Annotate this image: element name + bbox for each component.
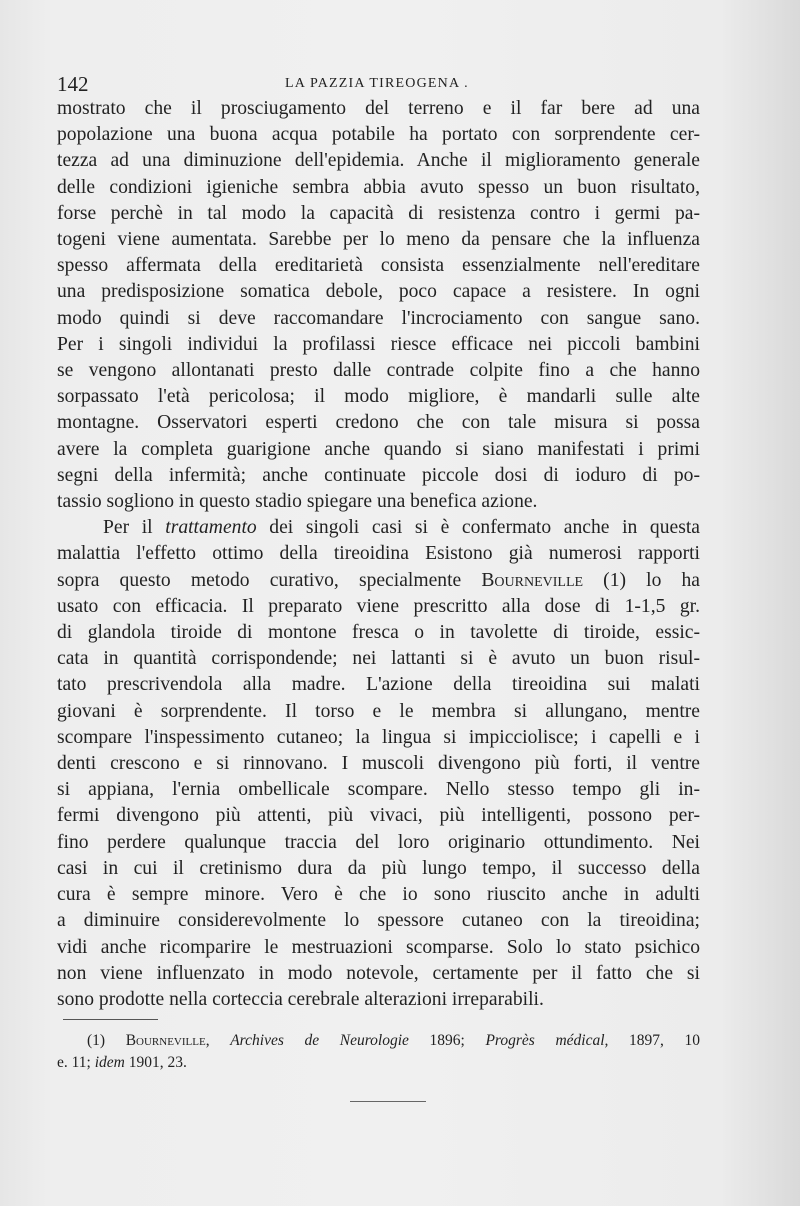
text-line: fermi divengono più attenti, più vivaci, più intelligenti, possono per-	[57, 805, 700, 827]
text-segment: 1897, 10	[608, 1032, 701, 1049]
text-line: cura è sempre minore. Vero è che io sono riuscito anche in adulti	[57, 884, 700, 906]
text-line: delle condizioni igieniche sembra abbia avuto spesso un buon risultato,	[57, 176, 700, 198]
page-header	[57, 72, 700, 96]
text-segment: ,	[205, 1032, 231, 1049]
paragraph-2	[57, 515, 700, 1013]
text-line: tato prescrivendola alla madre. L'azione della tireoidina sui malati	[57, 674, 700, 696]
text-line: vidi anche ricomparire le mestruazioni scomparse. Solo lo stato psichico	[57, 936, 700, 958]
text-line: modo quindi si deve raccomandare l'incrociamento con sangue sano.	[57, 307, 700, 329]
footnote-journal: Archives de Neurologie	[230, 1032, 409, 1049]
text-line: montagne. Osservatori esperti credono che con tale misura si possa	[57, 412, 700, 434]
text-segment: dei singoli casi si è confermato anche in questa	[256, 517, 700, 539]
text-line: malattia l'effetto ottimo della tireoidina Esistono già numerosi rapporti	[57, 543, 700, 565]
text-line: scompare l'inspessimento cutaneo; la lingua si impicciolisce; i capelli e i	[57, 726, 700, 748]
text-line: casi in cui il cretinismo dura da più lungo tempo, il successo della	[57, 857, 700, 879]
text-segment: Per il	[103, 517, 166, 539]
footnote-author: Bourneville	[125, 1032, 206, 1049]
text-line: non viene influenzato in modo notevole, certamente per il fatto che si	[57, 962, 700, 984]
page-number: 142	[57, 72, 89, 96]
text-line: tassio sogliono in questo stadio spiegare una benefica azione.	[57, 491, 538, 513]
text-line: forse perchè in tal modo la capacità di resistenza contro i germi pa-	[57, 202, 700, 224]
page-end-rule	[350, 1101, 426, 1102]
footnote-divider	[63, 1019, 158, 1020]
footnote-idem: idem	[94, 1054, 125, 1071]
text-line: di glandola tiroide di montone fresca o in tavolette di tiroide, essic-	[57, 622, 700, 644]
text-line: mostrato che il prosciugamento del terreno e il far bere ad una	[57, 98, 700, 119]
footnote	[57, 1030, 700, 1074]
text-line	[57, 568, 700, 594]
author-name: Bourneville	[481, 569, 584, 591]
text-segment: (1) lo ha	[583, 569, 701, 591]
text-line: avere la completa guarigione anche quando si siano manifestati i primi	[57, 438, 700, 460]
running-title: LA PAZZIA TIREOGENA .	[285, 76, 469, 91]
text-line: usato con efficacia. Il preparato viene prescritto alla dose di 1-1,5 gr.	[57, 595, 700, 617]
text-line: togeni viene aumentata. Sarebbe per lo meno da pensare che la influenza	[57, 229, 700, 251]
text-line: tezza ad una diminuzione dell'epidemia. Anche il miglioramento generale	[57, 150, 700, 172]
text-line	[57, 515, 700, 541]
text-segment: sopra questo metodo curativo, specialmente	[57, 569, 482, 591]
text-segment: e. 11;	[57, 1054, 95, 1071]
text-segment: 1896;	[408, 1032, 486, 1049]
emphasis-trattamento: trattamento	[165, 517, 257, 539]
text-line: Per i singoli individui la profilassi riesce efficace nei piccoli bambini	[57, 333, 700, 355]
footnote-line	[57, 1030, 700, 1052]
text-line: cata in quantità corrispondende; nei lattanti si è avuto un buon risul-	[57, 648, 700, 670]
text-line: sorpassato l'età pericolosa; il modo migliore, è mandarli sulle alte	[57, 386, 700, 408]
paragraph-1	[57, 96, 700, 515]
text-line: si appiana, l'ernia ombellicale scompare. Nello stesso tempo gli in-	[57, 779, 700, 801]
text-line: denti crescono e si rinnovano. I muscoli divengono più forti, il ventre	[57, 753, 700, 775]
text-line: a diminuire considerevolmente lo spessore cutaneo con la tireoidina;	[57, 910, 700, 932]
text-line: fino perdere qualunque traccia del loro originario ottundimento. Nei	[57, 831, 700, 853]
text-line: segni della infermità; anche continuate piccole dosi di ioduro di po-	[57, 464, 700, 486]
text-segment: 1901, 23.	[124, 1054, 187, 1071]
footnote-journal: Progrès médical,	[485, 1032, 609, 1049]
text-line: giovani è sorprendente. Il torso e le membra si allungano, mentre	[57, 700, 700, 722]
footnote-marker: (1)	[87, 1032, 126, 1049]
footnote-line	[57, 1052, 700, 1074]
text-line: se vengono allontanati presto dalle contrade colpite fino a che hanno	[57, 360, 700, 382]
text-line: spesso affermata della ereditarietà consista essenzialmente nell'ereditare	[57, 255, 700, 277]
text-line: una predisposizione somatica debole, poco capace a resistere. In ogni	[57, 281, 700, 303]
text-line: popolazione una buona acqua potabile ha portato con sorprendente cer-	[57, 124, 700, 146]
main-text	[57, 96, 700, 1013]
text-line: sono prodotte nella corteccia cerebrale alterazioni irreparabili.	[57, 988, 544, 1010]
